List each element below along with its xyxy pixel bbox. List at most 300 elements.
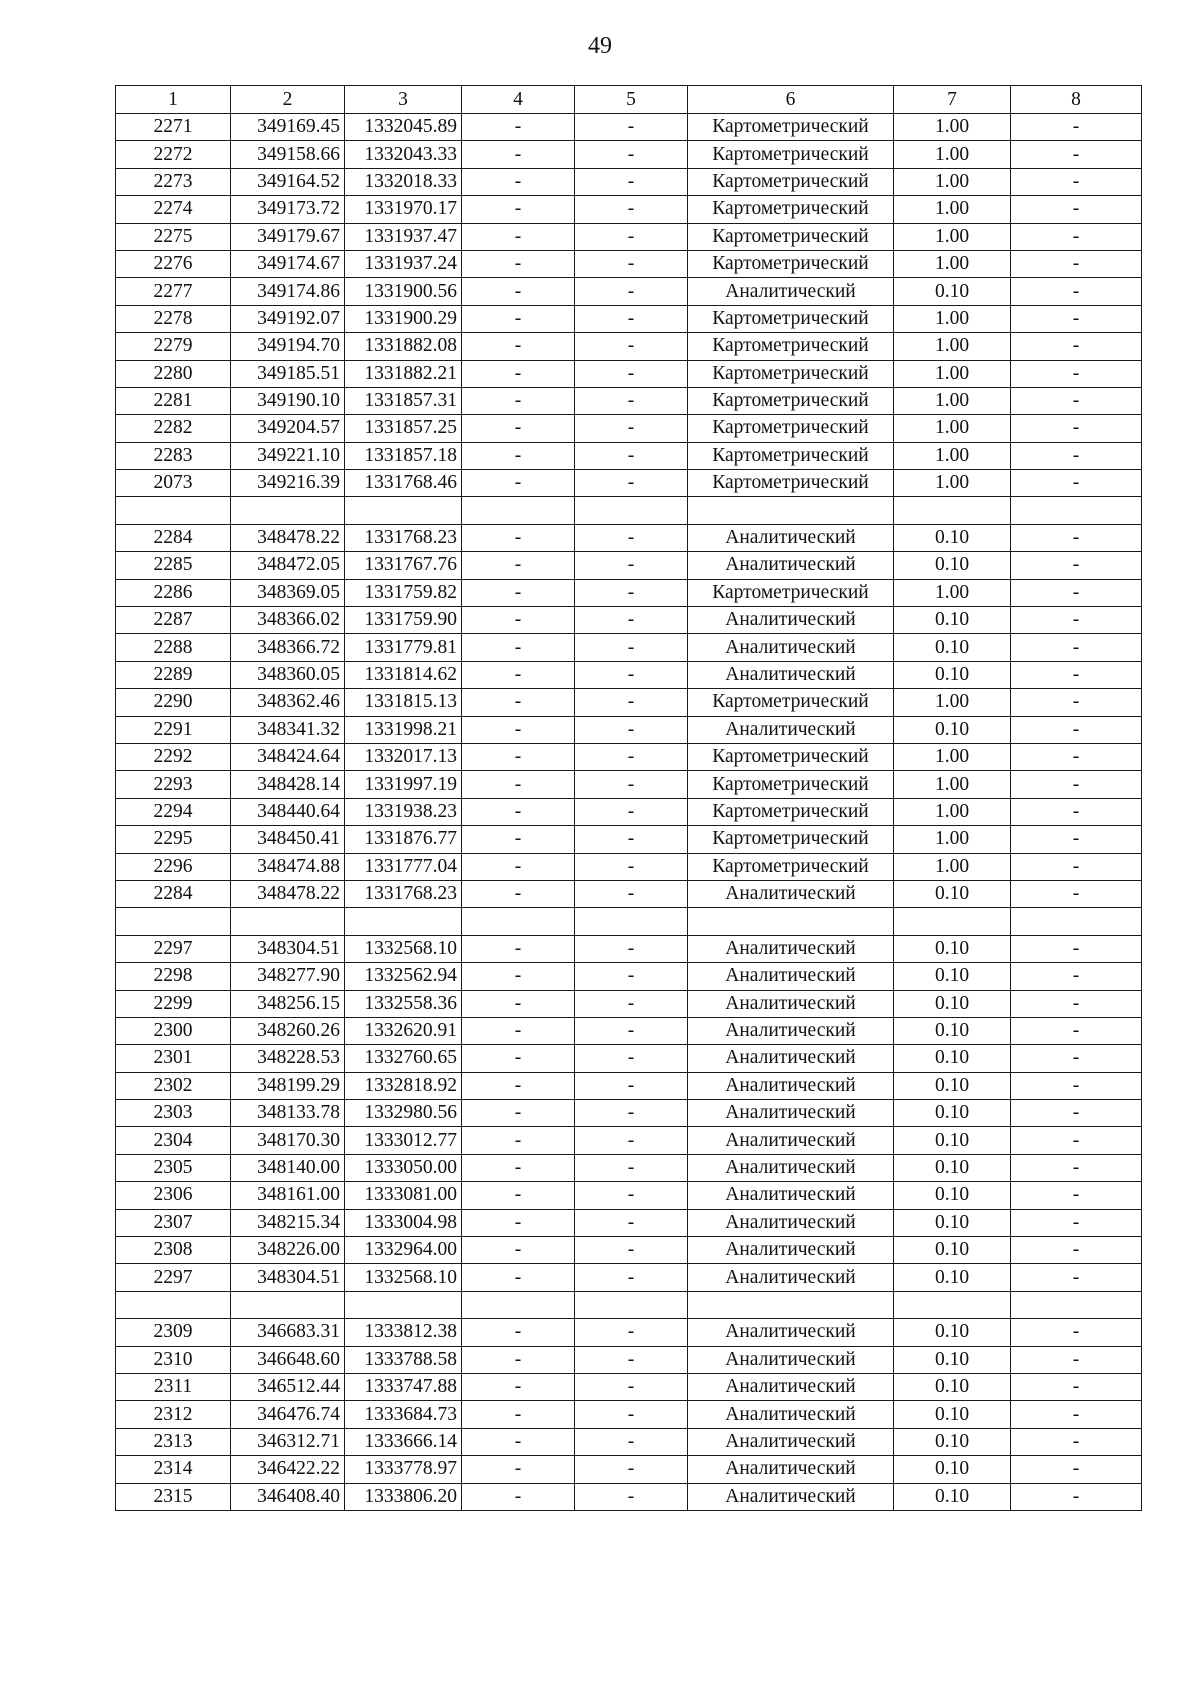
cell-coord-x: 349174.86 [231, 278, 345, 305]
table-row [116, 1017, 1142, 1044]
cell-col-5: - [575, 305, 688, 332]
cell-method: Аналитический [688, 963, 894, 990]
cell-col-5: - [575, 1456, 688, 1483]
cell-accuracy: 1.00 [894, 470, 1011, 497]
cell-col-8 [1011, 1291, 1142, 1318]
cell-coord-y: 1333666.14 [345, 1428, 462, 1455]
table-row [116, 552, 1142, 579]
cell-method: Картометрический [688, 250, 894, 277]
cell-col-4: - [462, 1100, 575, 1127]
cell-col-8: - [1011, 552, 1142, 579]
cell-col-5: - [575, 1401, 688, 1428]
cell-col-4: - [462, 1072, 575, 1099]
cell-accuracy: 1.00 [894, 333, 1011, 360]
cell-col-8: - [1011, 661, 1142, 688]
cell-point-number: 2282 [116, 415, 231, 442]
cell-col-8: - [1011, 387, 1142, 414]
cell-col-4: - [462, 607, 575, 634]
cell-col-4 [462, 1291, 575, 1318]
cell-accuracy: 1.00 [894, 168, 1011, 195]
cell-coord-y: 1331768.23 [345, 524, 462, 551]
cell-point-number: 2283 [116, 442, 231, 469]
cell-accuracy: 0.10 [894, 524, 1011, 551]
cell-col-5: - [575, 990, 688, 1017]
cell-accuracy: 1.00 [894, 114, 1011, 141]
cell-accuracy: 0.10 [894, 1456, 1011, 1483]
table-row [116, 853, 1142, 880]
cell-col-8: - [1011, 1127, 1142, 1154]
cell-method: Картометрический [688, 743, 894, 770]
table-row [116, 278, 1142, 305]
cell-col-4: - [462, 963, 575, 990]
cell-accuracy: 1.00 [894, 141, 1011, 168]
cell-coord-y: 1331759.82 [345, 579, 462, 606]
cell-method: Картометрический [688, 853, 894, 880]
cell-coord-x: 348366.02 [231, 607, 345, 634]
cell-coord-x: 346648.60 [231, 1346, 345, 1373]
cell-method: Аналитический [688, 1264, 894, 1291]
header-cell-4: 4 [462, 86, 575, 114]
cell-col-8: - [1011, 798, 1142, 825]
cell-accuracy: 0.10 [894, 880, 1011, 907]
cell-col-5: - [575, 470, 688, 497]
cell-col-8 [1011, 497, 1142, 524]
cell-method: Картометрический [688, 798, 894, 825]
cell-coord-x: 348215.34 [231, 1209, 345, 1236]
cell-accuracy: 0.10 [894, 935, 1011, 962]
cell-accuracy: 0.10 [894, 1209, 1011, 1236]
cell-point-number: 2073 [116, 470, 231, 497]
cell-coord-y: 1333012.77 [345, 1127, 462, 1154]
cell-accuracy: 1.00 [894, 853, 1011, 880]
cell-col-5: - [575, 196, 688, 223]
cell-accuracy: 1.00 [894, 196, 1011, 223]
cell-coord-y: 1331759.90 [345, 607, 462, 634]
cell-col-8: - [1011, 990, 1142, 1017]
cell-coord-y: 1331857.25 [345, 415, 462, 442]
cell-coord-x: 349169.45 [231, 114, 345, 141]
cell-col-5: - [575, 935, 688, 962]
cell-coord-y: 1332818.92 [345, 1072, 462, 1099]
cell-col-5: - [575, 1319, 688, 1346]
cell-col-8: - [1011, 524, 1142, 551]
table-body [116, 86, 1142, 1511]
cell-col-5: - [575, 689, 688, 716]
cell-point-number: 2289 [116, 661, 231, 688]
cell-point-number: 2309 [116, 1319, 231, 1346]
cell-method: Картометрический [688, 470, 894, 497]
table-row [116, 1456, 1142, 1483]
cell-coord-x: 349164.52 [231, 168, 345, 195]
cell-coord-x: 349204.57 [231, 415, 345, 442]
cell-col-8: - [1011, 1182, 1142, 1209]
cell-col-8: - [1011, 607, 1142, 634]
cell-col-5: - [575, 1045, 688, 1072]
cell-coord-x: 348366.72 [231, 634, 345, 661]
cell-coord-x: 349173.72 [231, 196, 345, 223]
table-row [116, 360, 1142, 387]
table-row [116, 1428, 1142, 1455]
cell-point-number: 2296 [116, 853, 231, 880]
cell-coord-x: 348360.05 [231, 661, 345, 688]
table-separator-row [116, 1291, 1142, 1318]
table-separator-row [116, 908, 1142, 935]
cell-col-8: - [1011, 196, 1142, 223]
cell-coord-y: 1331857.18 [345, 442, 462, 469]
cell-coord-x: 348369.05 [231, 579, 345, 606]
cell-method: Аналитический [688, 1319, 894, 1346]
cell-col-5: - [575, 387, 688, 414]
cell-accuracy: 0.10 [894, 1264, 1011, 1291]
cell-col-8: - [1011, 853, 1142, 880]
cell-accuracy: 0.10 [894, 607, 1011, 634]
cell-coord-x: 349174.67 [231, 250, 345, 277]
table-separator-row [116, 497, 1142, 524]
cell-col-4: - [462, 1483, 575, 1510]
cell-coord-y: 1332045.89 [345, 114, 462, 141]
cell-coord-y: 1333778.97 [345, 1456, 462, 1483]
cell-point-number: 2306 [116, 1182, 231, 1209]
cell-point-number: 2301 [116, 1045, 231, 1072]
cell-method: Картометрический [688, 442, 894, 469]
cell-point-number: 2294 [116, 798, 231, 825]
cell-coord-x: 348304.51 [231, 1264, 345, 1291]
cell-accuracy: 1.00 [894, 579, 1011, 606]
cell-method: Картометрический [688, 415, 894, 442]
cell-col-8: - [1011, 1209, 1142, 1236]
cell-col-5: - [575, 963, 688, 990]
cell-col-4: - [462, 278, 575, 305]
cell-point-number: 2274 [116, 196, 231, 223]
cell-coord-x: 348478.22 [231, 524, 345, 551]
cell-coord-x [231, 1291, 345, 1318]
cell-coord-x: 348341.32 [231, 716, 345, 743]
cell-col-4: - [462, 798, 575, 825]
cell-col-8: - [1011, 278, 1142, 305]
cell-col-8: - [1011, 579, 1142, 606]
cell-accuracy: 0.10 [894, 661, 1011, 688]
cell-col-5 [575, 497, 688, 524]
cell-col-5: - [575, 333, 688, 360]
cell-method: Картометрический [688, 305, 894, 332]
cell-method: Аналитический [688, 1209, 894, 1236]
cell-point-number: 2297 [116, 1264, 231, 1291]
cell-accuracy: 0.10 [894, 278, 1011, 305]
cell-col-8: - [1011, 305, 1142, 332]
cell-col-8: - [1011, 935, 1142, 962]
cell-point-number: 2286 [116, 579, 231, 606]
cell-accuracy: 0.10 [894, 1072, 1011, 1099]
cell-col-5: - [575, 250, 688, 277]
cell-col-5: - [575, 661, 688, 688]
cell-coord-y: 1333812.38 [345, 1319, 462, 1346]
cell-method: Аналитический [688, 1483, 894, 1510]
cell-col-4: - [462, 196, 575, 223]
cell-coord-y: 1333788.58 [345, 1346, 462, 1373]
cell-point-number: 2291 [116, 716, 231, 743]
cell-accuracy: 0.10 [894, 1319, 1011, 1346]
cell-col-5: - [575, 1100, 688, 1127]
cell-coord-y [345, 908, 462, 935]
cell-col-4: - [462, 168, 575, 195]
cell-method: Картометрический [688, 168, 894, 195]
cell-col-4: - [462, 716, 575, 743]
cell-coord-y: 1331857.31 [345, 387, 462, 414]
cell-method: Аналитический [688, 935, 894, 962]
cell-col-8: - [1011, 1100, 1142, 1127]
cell-point-number: 2280 [116, 360, 231, 387]
cell-col-5: - [575, 524, 688, 551]
cell-coord-x: 348260.26 [231, 1017, 345, 1044]
table-row [116, 743, 1142, 770]
cell-point-number: 2288 [116, 634, 231, 661]
cell-col-8: - [1011, 333, 1142, 360]
cell-col-8: - [1011, 1154, 1142, 1181]
table-row [116, 333, 1142, 360]
header-cell-1: 1 [116, 86, 231, 114]
cell-point-number: 2277 [116, 278, 231, 305]
cell-col-5: - [575, 278, 688, 305]
cell-coord-x: 348428.14 [231, 771, 345, 798]
table-row [116, 579, 1142, 606]
table-row [116, 470, 1142, 497]
cell-accuracy: 1.00 [894, 415, 1011, 442]
cell-coord-y: 1333050.00 [345, 1154, 462, 1181]
cell-col-8: - [1011, 1045, 1142, 1072]
cell-col-8: - [1011, 771, 1142, 798]
cell-col-8: - [1011, 415, 1142, 442]
cell-col-5: - [575, 771, 688, 798]
cell-coord-x: 348199.29 [231, 1072, 345, 1099]
table-row [116, 1373, 1142, 1400]
cell-col-5: - [575, 634, 688, 661]
cell-col-4: - [462, 114, 575, 141]
cell-col-5: - [575, 1209, 688, 1236]
cell-method: Аналитический [688, 1154, 894, 1181]
cell-accuracy: 0.10 [894, 1483, 1011, 1510]
cell-col-8: - [1011, 1401, 1142, 1428]
table-row [116, 168, 1142, 195]
cell-method: Аналитический [688, 1017, 894, 1044]
cell-method: Картометрический [688, 196, 894, 223]
cell-point-number: 2292 [116, 743, 231, 770]
cell-accuracy: 0.10 [894, 1182, 1011, 1209]
header-cell-5: 5 [575, 86, 688, 114]
cell-method: Картометрический [688, 114, 894, 141]
cell-accuracy: 0.10 [894, 716, 1011, 743]
cell-method: Аналитический [688, 1182, 894, 1209]
cell-coord-x: 348362.46 [231, 689, 345, 716]
cell-coord-y: 1331900.56 [345, 278, 462, 305]
cell-coord-y: 1331998.21 [345, 716, 462, 743]
cell-col-5: - [575, 1237, 688, 1264]
cell-method [688, 908, 894, 935]
cell-coord-y: 1332760.65 [345, 1045, 462, 1072]
cell-point-number [116, 497, 231, 524]
cell-col-4: - [462, 1456, 575, 1483]
cell-col-4: - [462, 771, 575, 798]
table-row [116, 1154, 1142, 1181]
cell-coord-x: 348140.00 [231, 1154, 345, 1181]
cell-col-5: - [575, 607, 688, 634]
cell-col-5: - [575, 1483, 688, 1510]
cell-method: Аналитический [688, 880, 894, 907]
cell-coord-x: 348170.30 [231, 1127, 345, 1154]
header-cell-7: 7 [894, 86, 1011, 114]
cell-point-number: 2281 [116, 387, 231, 414]
coordinates-table [115, 85, 1142, 1511]
cell-col-8: - [1011, 141, 1142, 168]
cell-accuracy: 0.10 [894, 1401, 1011, 1428]
cell-coord-y: 1331779.81 [345, 634, 462, 661]
cell-point-number: 2304 [116, 1127, 231, 1154]
cell-coord-y: 1333004.98 [345, 1209, 462, 1236]
cell-col-4: - [462, 552, 575, 579]
cell-col-8: - [1011, 716, 1142, 743]
cell-col-8: - [1011, 442, 1142, 469]
cell-coord-y: 1332980.56 [345, 1100, 462, 1127]
cell-col-4: - [462, 1209, 575, 1236]
cell-col-8: - [1011, 1483, 1142, 1510]
table-row [116, 716, 1142, 743]
header-cell-6: 6 [688, 86, 894, 114]
cell-col-5: - [575, 1373, 688, 1400]
table-row [116, 1045, 1142, 1072]
cell-coord-x: 348474.88 [231, 853, 345, 880]
cell-accuracy: 1.00 [894, 387, 1011, 414]
cell-accuracy: 1.00 [894, 442, 1011, 469]
cell-point-number: 2312 [116, 1401, 231, 1428]
cell-col-5: - [575, 1182, 688, 1209]
cell-coord-y: 1331938.23 [345, 798, 462, 825]
header-cell-2: 2 [231, 86, 345, 114]
table-row [116, 415, 1142, 442]
cell-col-8: - [1011, 1017, 1142, 1044]
cell-point-number: 2285 [116, 552, 231, 579]
cell-col-4: - [462, 223, 575, 250]
cell-point-number: 2290 [116, 689, 231, 716]
cell-col-5: - [575, 1072, 688, 1099]
cell-col-4: - [462, 470, 575, 497]
cell-point-number: 2302 [116, 1072, 231, 1099]
cell-coord-y: 1331768.46 [345, 470, 462, 497]
cell-col-4: - [462, 524, 575, 551]
cell-col-4: - [462, 1428, 575, 1455]
cell-col-5 [575, 1291, 688, 1318]
cell-coord-x: 348472.05 [231, 552, 345, 579]
cell-col-4: - [462, 935, 575, 962]
cell-col-8: - [1011, 114, 1142, 141]
cell-coord-x: 348277.90 [231, 963, 345, 990]
cell-point-number: 2276 [116, 250, 231, 277]
cell-coord-y: 1331937.24 [345, 250, 462, 277]
table-row [116, 1072, 1142, 1099]
cell-col-4: - [462, 333, 575, 360]
cell-col-4: - [462, 853, 575, 880]
cell-coord-y: 1332558.36 [345, 990, 462, 1017]
cell-method: Аналитический [688, 1100, 894, 1127]
cell-method: Картометрический [688, 771, 894, 798]
cell-coord-x: 346422.22 [231, 1456, 345, 1483]
cell-point-number: 2297 [116, 935, 231, 962]
cell-method: Аналитический [688, 1237, 894, 1264]
table-row [116, 305, 1142, 332]
table-row [116, 114, 1142, 141]
cell-method: Аналитический [688, 607, 894, 634]
table-row [116, 963, 1142, 990]
cell-point-number: 2284 [116, 880, 231, 907]
page-number: 49 [588, 33, 612, 59]
cell-col-8: - [1011, 360, 1142, 387]
cell-col-8: - [1011, 1237, 1142, 1264]
cell-coord-y: 1332017.13 [345, 743, 462, 770]
cell-point-number: 2311 [116, 1373, 231, 1400]
cell-col-4: - [462, 1401, 575, 1428]
cell-coord-x: 349221.10 [231, 442, 345, 469]
cell-col-4: - [462, 990, 575, 1017]
cell-method [688, 497, 894, 524]
cell-col-4: - [462, 442, 575, 469]
cell-col-8: - [1011, 1346, 1142, 1373]
cell-coord-y: 1331815.13 [345, 689, 462, 716]
table-row [116, 524, 1142, 551]
cell-col-5 [575, 908, 688, 935]
cell-method: Картометрический [688, 333, 894, 360]
cell-col-8: - [1011, 1456, 1142, 1483]
table-row [116, 634, 1142, 661]
cell-point-number [116, 908, 231, 935]
table-row [116, 798, 1142, 825]
cell-col-4 [462, 497, 575, 524]
cell-col-5: - [575, 826, 688, 853]
cell-col-4: - [462, 250, 575, 277]
cell-method: Аналитический [688, 716, 894, 743]
cell-coord-x [231, 908, 345, 935]
cell-col-5: - [575, 798, 688, 825]
table-row [116, 1209, 1142, 1236]
cell-coord-y: 1333081.00 [345, 1182, 462, 1209]
cell-method: Аналитический [688, 1346, 894, 1373]
cell-coord-x: 349190.10 [231, 387, 345, 414]
cell-coord-y: 1332043.33 [345, 141, 462, 168]
cell-col-4: - [462, 415, 575, 442]
cell-point-number: 2305 [116, 1154, 231, 1181]
cell-coord-y: 1331777.04 [345, 853, 462, 880]
cell-col-5: - [575, 223, 688, 250]
cell-col-4: - [462, 1264, 575, 1291]
cell-point-number: 2284 [116, 524, 231, 551]
cell-col-5: - [575, 743, 688, 770]
cell-accuracy: 0.10 [894, 1045, 1011, 1072]
cell-col-5: - [575, 114, 688, 141]
cell-point-number [116, 1291, 231, 1318]
table-row [116, 141, 1142, 168]
cell-col-5: - [575, 1017, 688, 1044]
cell-col-5: - [575, 579, 688, 606]
cell-col-5: - [575, 1346, 688, 1373]
cell-coord-y [345, 497, 462, 524]
cell-col-4: - [462, 1154, 575, 1181]
cell-col-8: - [1011, 250, 1142, 277]
cell-col-4: - [462, 661, 575, 688]
cell-point-number: 2271 [116, 114, 231, 141]
cell-coord-y: 1333747.88 [345, 1373, 462, 1400]
cell-coord-y: 1332562.94 [345, 963, 462, 990]
cell-col-4: - [462, 634, 575, 661]
cell-coord-x: 349192.07 [231, 305, 345, 332]
table-row [116, 689, 1142, 716]
cell-col-5: - [575, 552, 688, 579]
